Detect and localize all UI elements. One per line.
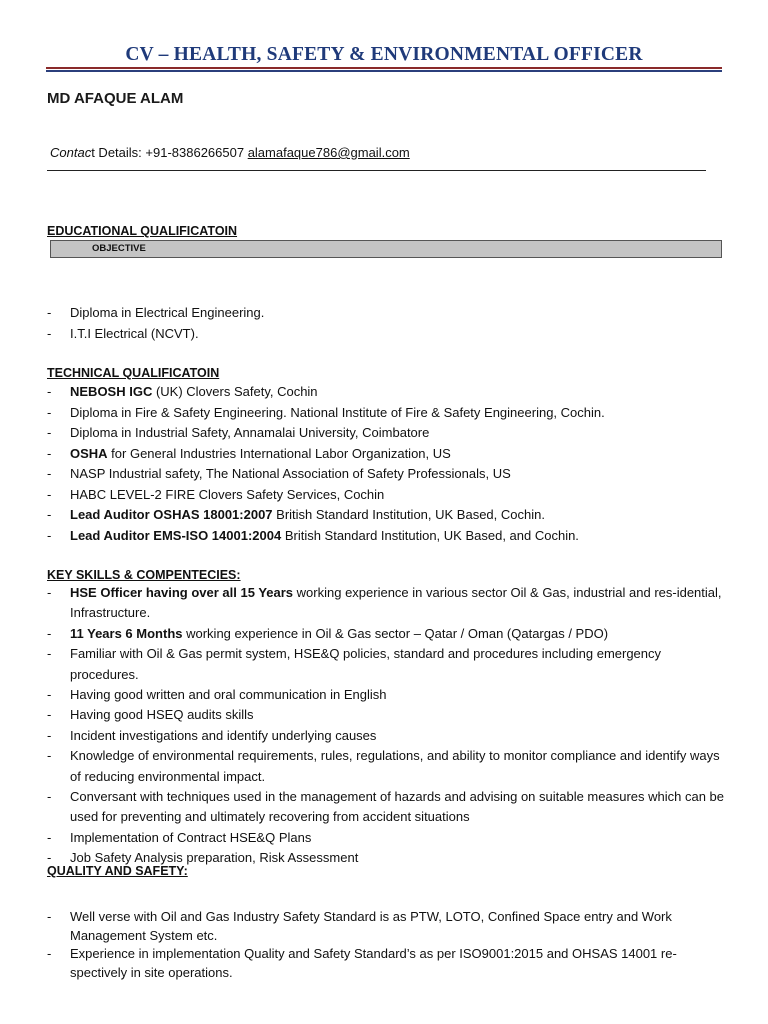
education-list <box>47 302 727 344</box>
list-item: - HABC LEVEL-2 FIRE Clovers Safety Services, Cochin <box>47 486 385 502</box>
list-item: - Lead Auditor EMS-ISO 14001:2004 British Standard Institution, UK Based, and Cochin. <box>47 527 579 543</box>
list-item: - OSHA for General Industries International Labor Organization, US <box>47 445 451 461</box>
list-item: - Incident investigations and identify underlying causes <box>47 727 377 743</box>
list-item: - NASP Industrial safety, The National Association of Safety Professionals, US <box>47 466 511 481</box>
skills-list <box>47 583 727 869</box>
contact-details <box>50 145 410 160</box>
list-item: - Diploma in Electrical Engineering. <box>47 305 265 320</box>
list-item: - Job Safety Analysis preparation, Risk Assessment <box>47 850 359 866</box>
quality-heading: QUALITY AND SAFETY: <box>47 864 188 878</box>
contact-label-italic: Contac <box>50 145 92 160</box>
objective-label: OBJECTIVE <box>92 243 146 254</box>
list-item: - NEBOSH IGC (UK) Clovers Safety, Cochin <box>47 384 318 399</box>
list-item: - Diploma in Fire & Safety Engineering. National Institute of Fire & Safety Engineering, Cochin. <box>47 404 605 420</box>
list-item: - Well verse with Oil and Gas Industry Safety Standard is as PTW, LOTO, Confined Space entry and Work Management System etc. <box>47 909 672 943</box>
contact-label: t Details: +91-8386266507 <box>91 145 248 160</box>
technical-heading: TECHNICAL QUALIFICATOIN <box>47 366 220 380</box>
list-item: - Lead Auditor OSHAS 18001:2007 British Standard Institution, UK Based, Cochin. <box>47 507 545 522</box>
list-item: - Having good written and oral communication in English <box>47 687 387 703</box>
list-item: - Knowledge of environmental requirements, rules, regulations, and ability to monitor compliance and identify ways of reducing environmental impact. <box>47 748 720 784</box>
list-item: - Experience in implementation Quality and Safety Standard’s as per ISO9001:2015 and OHSAS 14001 re-spectively in site operations. <box>47 946 677 980</box>
list-item: - Conversant with techniques used in the management of hazards and advising on suitable measures which can be used for preventing and ultimately recovering from accident situations <box>47 789 725 825</box>
list-item: - Having good HSEQ audits skills <box>47 707 254 723</box>
candidate-name: MD AFAQUE ALAM <box>47 90 184 107</box>
technical-list <box>47 382 727 546</box>
list-item: - Familiar with Oil & Gas permit system, HSE&Q policies, standard and procedures including emergency procedures. <box>47 646 662 682</box>
list-item: - I.T.I Electrical (NCVT). <box>47 326 199 341</box>
quality-list <box>47 908 727 982</box>
email-link[interactable]: alamafaque786@gmail.com <box>247 145 410 160</box>
list-item: - Implementation of Contract HSE&Q Plans <box>47 829 312 845</box>
education-heading: EDUCATIONAL QUALIFICATOIN <box>47 224 238 238</box>
list-item: - 11 Years 6 Months working experience in Oil & Gas sector – Qatar / Oman (Qatargas / PDO) <box>47 625 609 641</box>
document-title: CV – HEALTH, SAFETY & ENVIRONMENTAL OFFICER <box>125 44 643 65</box>
skills-heading: KEY SKILLS & COMPENTECIES: <box>47 568 241 582</box>
list-item: - HSE Officer having over all 15 Years working experience in various sector Oil & Gas, industrial and res-idential, Infrastructure. <box>47 585 722 621</box>
objective-bar <box>50 240 722 258</box>
list-item: - Diploma in Industrial Safety, Annamalai University, Coimbatore <box>47 425 430 440</box>
contact-divider <box>47 170 706 171</box>
title-divider <box>46 67 722 73</box>
